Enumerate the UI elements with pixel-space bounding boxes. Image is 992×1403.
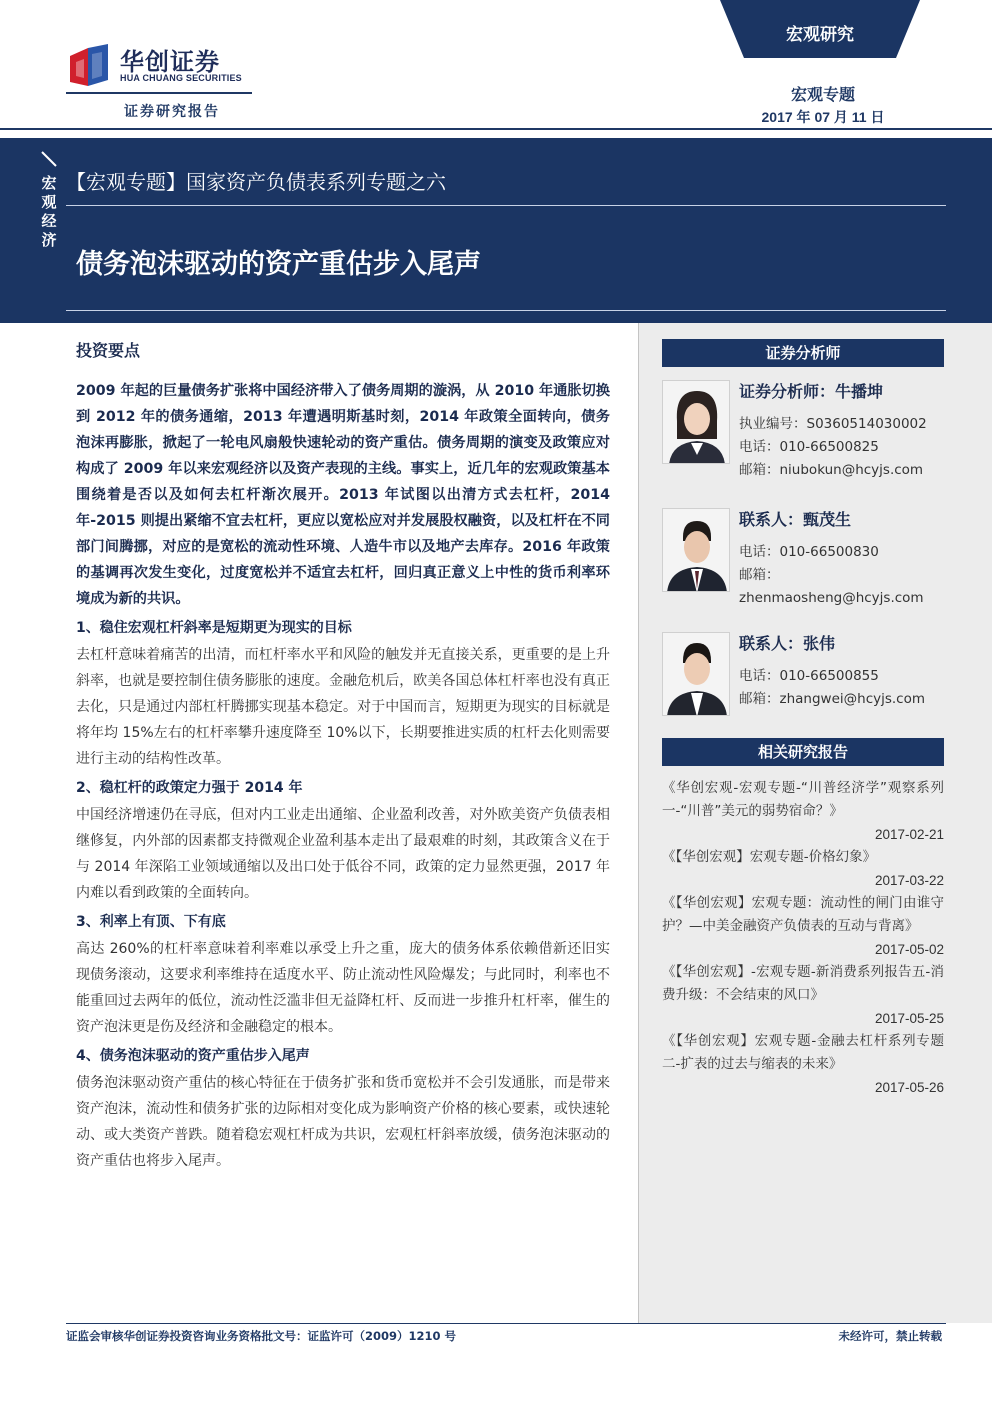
key-point-body: 高达 260%的杠杆率意味着利率难以承受上升之重，庞大的债务体系依赖借新还旧实现债务滚动，这要求利率维持在适度水平、防止流动性风险爆发；与此同时，利率也不能重回过去两年的低位，流动性泛滥非但无益降杠杆、反而进一步推升杠杆率，催生的资产泡沫更是伤及经济和金融稳定的根本。 (76, 941, 610, 1035)
license-notice: 证监会审核华创证券投资咨询业务资格批文号：证监许可（2009）1210 号 (66, 1329, 457, 1343)
logo-cn-text: 华创证券 (120, 48, 220, 76)
contact-info (739, 508, 949, 610)
analyst-info (739, 380, 949, 482)
key-point-title: 1、稳住宏观杠杆斜率是短期更为现实的目标 (76, 620, 352, 636)
key-point-body: 中国经济增速仍在寻底，但对内工业走出通缩、企业盈利改善，对外欧美资产负债表相继修复，内外部的因素都支持微观企业盈利基本走出了最艰难的时刻，其政策含义在于与 2014 年深陷工业领域通缩以及出口处于低谷不同，政策的定力显然更强，2017 年内难以看到政策的全面转向。 (76, 807, 610, 901)
analyst-phone: 电话：010-66500825 (739, 439, 879, 455)
related-report-date: 2017-05-25 (874, 1011, 944, 1026)
related-report-item[interactable] (662, 961, 944, 1030)
analyst-name: 证券分析师：牛播坤 (739, 382, 884, 401)
related-report-title[interactable]: 《【华创宏观】宏观专题-价格幻象》 (662, 849, 877, 865)
category-tag (720, 0, 920, 60)
key-point (76, 1042, 610, 1174)
key-point-title: 4、债务泡沫驱动的资产重估步入尾声 (76, 1048, 310, 1064)
slash-icon (40, 150, 58, 168)
key-point-title: 2、稳杠杆的政策定力强于 2014 年 (76, 780, 303, 796)
contact-email[interactable]: 邮箱：zhangwei@hcyjs.com (739, 691, 926, 707)
key-point (76, 614, 610, 772)
page-title: 债务泡沫驱动的资产重估步入尾声 (76, 249, 481, 280)
logo-mark-icon (66, 42, 112, 88)
related-report-title[interactable]: 《华创宏观-宏观专题-“川普经济学”观察系列一-“川普”美元的弱势宿命？》 (662, 780, 944, 819)
related-report-title[interactable]: 《【华创宏观】-宏观专题-新消费系列报告五-消费升级：不会结束的风口》 (662, 964, 944, 1003)
contact-email[interactable]: zhenmaosheng@hcyjs.com (739, 590, 924, 606)
analyst-card (662, 380, 944, 478)
related-report-date: 2017-02-21 (874, 827, 944, 842)
related-report-item[interactable] (662, 846, 944, 892)
summary-paragraph: 2009 年起的巨量债务扩张将中国经济带入了债务周期的漩涡，从 2010 年通胀切换到 2012 年的债务通缩，2013 年遭遇明斯基时刻，2014 年政策全面转向，债务泡沫再膨胀，掀起了一轮电风扇般快速轮动的资产重估。债务周期的演变及政策应对构成了 2009 年以来宏观经济以及资产表现的主线。事实上，近几年的宏观政策基本围绕着是否以及如何去杠杆渐次展开。2013 年试图以出清方式去杠杆，2014 年-2015 则提出紧缩不宜去杠杆，更应以宽松应对并发展股权融资，以及杠杆在不同部门间腾挪，对应的是宽松的流动性环境、人造牛市以及地产去库存。2016 年政策的基调再次发生变化，过度宽松并不适宜去杠杆，回归真正意义上中性的货币利率环境成为新的共识。 (76, 383, 610, 607)
key-point (76, 774, 610, 906)
related-report-date: 2017-03-22 (874, 873, 944, 888)
related-report-item[interactable] (662, 777, 944, 846)
related-reports-list (662, 777, 944, 1099)
column-divider (638, 323, 639, 1323)
logo-rule (66, 92, 252, 94)
key-point-body: 债务泡沫驱动资产重估的核心特征在于债务扩张和货币宽松并不会引发通胀，而是带来资产泡沫，流动性和债务扩张的边际相对变化成为影响资产价格的核心要素，或快速轮动、或大类资产普跌。随着稳宏观杠杆成为共识，宏观杠杆斜率放缓，债务泡沫驱动的资产重估也将步入尾声。 (76, 1075, 610, 1169)
section-heading: 投资要点 (76, 341, 141, 360)
related-report-item[interactable] (662, 892, 944, 961)
contact-phone: 电话：010-66500830 (739, 544, 879, 560)
key-point (76, 908, 610, 1040)
banner-divider-bottom (66, 310, 946, 311)
analyst-license: 执业编号：S0360514030002 (739, 416, 927, 432)
key-point-body: 去杠杆意味着痛苦的出清，而杠杆率水平和风险的触发并无直接关系，更重要的是上升斜率，也就是要控制住债务膨胀的速度。金融危机后，欧美各国总体杠杆率也没有真正去化，只是通过内部杠杆腾挪实现基本稳定。对于中国而言，短期更为现实的目标就是将年均 15%左右的杠杆率攀升速度降至 10%以下，长期要推进实质的杠杆去化则需要进行主动的结构性改革。 (76, 647, 610, 767)
contact-email-label: 邮箱： (739, 567, 780, 583)
analyst-photo (662, 380, 730, 464)
contact-phone: 电话：010-66500855 (739, 668, 879, 684)
related-report-date: 2017-05-02 (874, 942, 944, 957)
contact-photo (662, 632, 730, 716)
footer-rule (66, 1323, 946, 1324)
contact-photo (662, 508, 730, 592)
logo-en-text: HUA CHUANG SECURITIES (120, 73, 242, 83)
related-reports-heading: 相关研究报告 (662, 738, 944, 766)
copyright-notice: 未经许可，禁止转载 (838, 1329, 942, 1343)
series-title: 【宏观专题】国家资产负债表系列专题之六 (66, 170, 446, 194)
contact-info (739, 632, 949, 711)
analyst-email[interactable]: 邮箱：niubokun@hcyjs.com (739, 462, 924, 478)
related-report-title[interactable]: 《【华创宏观】宏观专题-金融去杠杆系列专题二-扩表的过去与缩表的未来》 (662, 1033, 944, 1072)
key-point-title: 3、利率上有顶、下有底 (76, 914, 226, 930)
report-subtype: 宏观专题 (790, 85, 855, 104)
side-category-label: 宏观经济 (41, 174, 57, 249)
category-tag-label: 宏观研究 (786, 25, 854, 45)
contact-card (662, 632, 944, 718)
contact-card (662, 508, 944, 604)
related-report-date: 2017-05-26 (874, 1080, 944, 1095)
main-column (76, 333, 610, 1176)
company-logo (66, 40, 256, 90)
report-date: 2017 年 07 月 11 日 (761, 109, 885, 125)
header-rule (0, 128, 992, 130)
related-report-item[interactable] (662, 1030, 944, 1099)
report-type: 证券研究报告 (124, 104, 220, 120)
banner-divider-top (66, 205, 946, 206)
contact-name: 联系人：张伟 (739, 634, 836, 653)
related-report-title[interactable]: 《【华创宏观】宏观专题：流动性的闸门由谁守护？—中美金融资产负债表的互动与背离》 (662, 895, 944, 934)
contact-name: 联系人：甄茂生 (739, 510, 852, 529)
analyst-heading: 证券分析师 (662, 339, 944, 367)
